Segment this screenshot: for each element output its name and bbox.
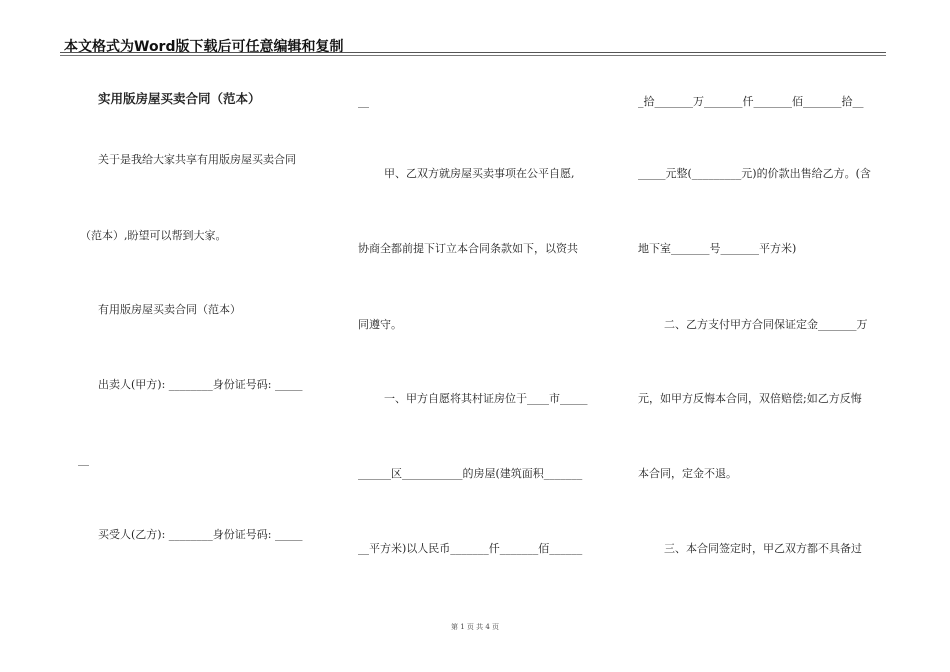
paragraph-line: 同遵守。	[358, 318, 402, 331]
paragraph-line: （范本）,盼望可以帮到大家。	[80, 229, 227, 242]
clause-one-line: 一、甲方自愿将其村证房位于____市_____	[384, 392, 588, 405]
paragraph-line: 协商全都前提下订立本合同条款如下，以资共	[358, 242, 578, 255]
paragraph-line: _____元整(_________元)的价款出售给乙方。(含	[638, 167, 871, 180]
paragraph-line: 甲、乙双方就房屋买卖事项在公平自愿,	[384, 167, 575, 180]
clause-two-line: 二、乙方支付甲方合同保证定金_______万	[664, 318, 868, 331]
seller-line: 出卖人(甲方): ________身份证号码: _____	[98, 378, 303, 391]
paragraph-line: 本合同，定金不退。	[638, 467, 737, 480]
paragraph-line: 地下室_______号_______平方米)	[638, 242, 797, 255]
clause-three-line: 三、本合同签定时，甲乙双方都不具备过	[664, 542, 862, 555]
paragraph-line: __	[358, 95, 369, 108]
document-title: 实用版房屋买卖合同（范本）	[98, 91, 261, 106]
paragraph-line: __平方米)以人民币_______仟_______佰______	[358, 542, 583, 555]
paragraph-line: __	[78, 453, 89, 466]
paragraph-line: 有用版房屋买卖合同（范本）	[98, 303, 241, 316]
header-rule-bottom	[60, 55, 886, 56]
download-banner: 本文格式为Word版下载后可任意编辑和复制	[64, 39, 344, 55]
paragraph-line: ______区___________的房屋(建筑面积_______	[358, 467, 583, 480]
paragraph-line: _拾_______万_______仟_______佰_______拾__	[638, 95, 864, 108]
buyer-line: 买受人(乙方): ________身份证号码: _____	[98, 528, 303, 541]
page-number: 第 1 页 共 4 页	[450, 623, 500, 631]
paragraph-line: 关于是我给大家共享有用版房屋买卖合同	[98, 153, 296, 166]
paragraph-line: 元，如甲方反悔本合同，双倍赔偿;如乙方反悔	[638, 392, 862, 405]
header-rule-top	[60, 52, 886, 53]
